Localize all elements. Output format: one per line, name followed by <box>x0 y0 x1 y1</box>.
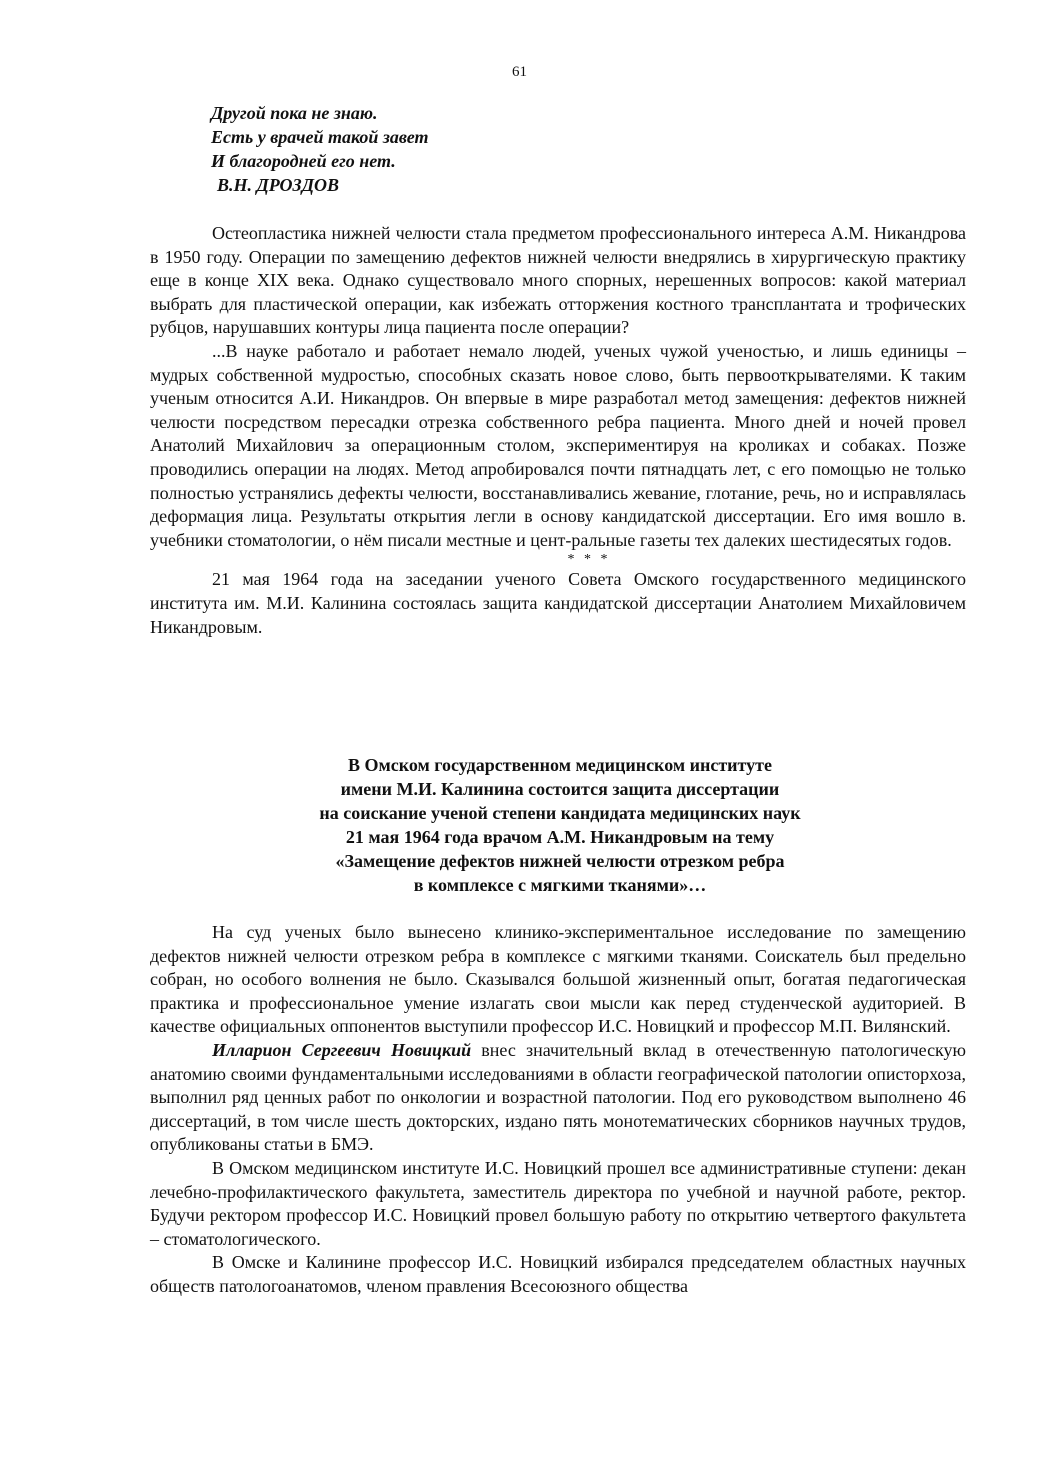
paragraph <box>150 1039 966 1157</box>
defense-announcement <box>240 753 880 897</box>
paragraph-text: внес значительный вклад в отечественную патологическую анатомию своими фундаментальными исследованиями в области географической патологии описторхоза, выполнил ряд ценных работ по онкологии и возрастной патологии. Под его руководством выполнено 46 диссертаций, в том числе шесть докторских, издано пять монотематических сборников научных трудов, опубликованы статьи в БМЭ. <box>150 1039 966 1155</box>
announcement-line: В Омском государственном медицинском институте <box>348 755 772 775</box>
section-separator: * * * <box>567 552 611 568</box>
epigraph <box>211 101 429 197</box>
announcement-line: в комплексе с мягкими тканями»… <box>413 875 707 895</box>
epigraph-line: Есть у врачей такой завет <box>211 127 429 147</box>
paragraph: Остеопластика нижней челюсти стала предметом профессионального интереса А.М. Никандрова в 1950 году. Операции по замещению дефектов нижней челюсти внедрялись в хирургическую практику еще в конце XIX века. Однако существовало много спорных, нерешенных вопросов: какой материал выбрать для пластической операции, как избежать отторжения костного трансплантата и трофических рубцов, нарушавших контуры лица пациента после операции? <box>150 223 966 338</box>
section-opponents <box>150 921 966 1299</box>
paragraph: В Омске и Калинине профессор И.С. Новицкий избирался председателем областных научных обществ патологоанатомов, членом правления Всесоюзного общества <box>150 1252 966 1296</box>
epigraph-author: В.Н. ДРОЗДОВ <box>217 175 340 195</box>
page-number: 61 <box>512 64 527 80</box>
announcement-line: «Замещение дефектов нижней челюсти отрезком ребра <box>335 851 785 871</box>
paragraph: На суд ученых было вынесено клинико-экспериментальное исследование по замещению дефектов нижней челюсти отрезком ребра в комплексе с мягкими тканями. Соискатель был предельно собран, но особого волнения не было. Сказывался большой жизненный опыт, богатая педагогическая практика и профессиональное умение излагать свои мысли как перед студенческой аудиторией. В качестве официальных оппонентов выступили профессор И.С. Новицкий и профессор М.П. Вилянский. <box>150 922 966 1037</box>
epigraph-line: Другой пока не знаю. <box>211 103 378 123</box>
announcement-line: имени М.И. Калинина состоится защита диссертации <box>340 779 780 799</box>
paragraph: ...В науке работало и работает немало людей, ученых чужой ученостью, и лишь единицы – мудрых собственной мудростью, способных сказать новое слово, быть первооткрывателями. К таким ученым относится А.И. Никандров. Он впервые в мире разработал метод замещения: дефектов нижней челюсти посредством пересадки отрезка собственного ребра пациента. Много дней и ночей провел Анатолий Михайлович за операционным столом, экспериментируя на кроликах и собаках. Позже проводились операции на людях. Метод апробировался почти пятнадцать лет, с его помощью не только полностью устранялись дефекты челюсти, восстанавливались жевание, глотание, речь, но и исправлялась деформация лица. Результаты открытия легли в основу кандидатской диссертации. Его имя вошло в. учебники стоматологии, о нём писали местные и цент-ральные газеты тех далеких шестидесятых годов. <box>150 340 966 550</box>
section-osteoplasty <box>150 222 966 639</box>
epigraph-line: И благородней его нет. <box>211 151 396 171</box>
paragraph: В Омском медицинском институте И.С. Новицкий прошел все административные ступени: декан лечебно-профилактического факультета, заместитель директора по учебной и научной работе, ректор. Будучи ректором профессор И.С. Новицкий провел большую работу по открытию четвертого факультета – стоматологического. <box>150 1157 966 1249</box>
person-name: Илларион Сергеевич Новицкий <box>212 1039 472 1060</box>
announcement-line: 21 мая 1964 года врачом А.М. Никандровым на тему <box>345 827 775 847</box>
announcement-line: на соискание ученой степени кандидата медицинских наук <box>319 803 801 823</box>
paragraph: 21 мая 1964 года на заседании ученого Совета Омского государственного медицинского института им. М.И. Калинина состоялась защита кандидатской диссертации Анатолием Михайловичем Никандровым. <box>150 569 966 637</box>
